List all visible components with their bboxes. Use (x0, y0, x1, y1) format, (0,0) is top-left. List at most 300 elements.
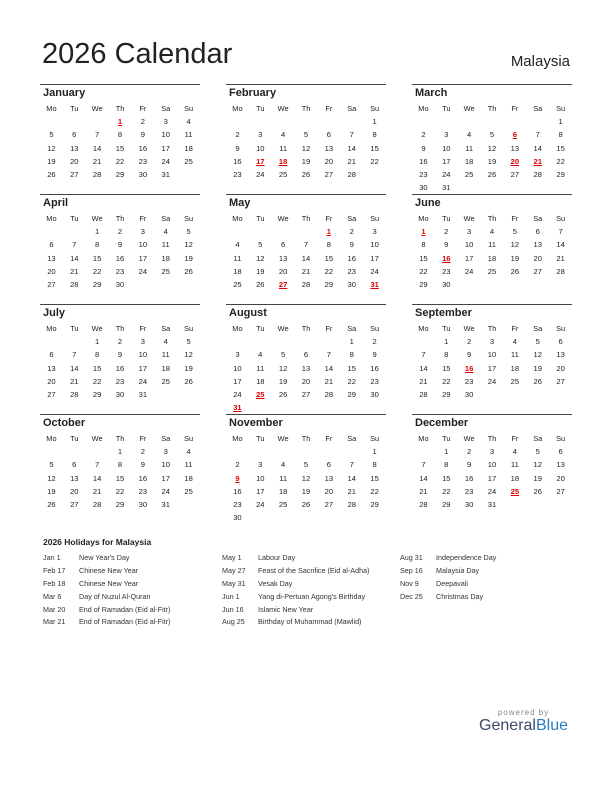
day-cell: 13 (47, 253, 56, 263)
day-cell: 17 (233, 376, 242, 386)
empty-day-cell (340, 115, 363, 128)
day-cell: 5 (535, 337, 540, 347)
day-cell: 10 (370, 240, 379, 250)
day-cell: 16 (115, 253, 125, 263)
day-cell: 21 (419, 486, 428, 496)
holiday-date: May 27 (222, 565, 246, 575)
holiday-name: End of Ramadan (Eid al-Fitr) (79, 617, 171, 627)
week-row (226, 485, 386, 498)
weekday-header (226, 432, 386, 445)
month-divider (226, 84, 386, 85)
day-cell: 19 (47, 156, 56, 166)
day-cell: 6 (49, 240, 54, 250)
empty-day-cell (549, 278, 572, 291)
day-cell: 24 (487, 376, 497, 386)
day-cell: 7 (349, 130, 354, 140)
day-cell: 29 (442, 499, 451, 509)
day-cell: 30 (138, 169, 148, 179)
day-cell: 1 (349, 337, 354, 347)
day-cell: 21 (92, 486, 102, 496)
month-grid (412, 432, 572, 511)
weekday-label: Fr (325, 214, 333, 223)
day-cell: 17 (442, 156, 451, 166)
day-cell: 6 (558, 337, 563, 347)
day-cell: 13 (70, 143, 79, 153)
brand-name-part2: Blue (535, 717, 568, 734)
week-row (226, 388, 386, 401)
day-cell: 4 (489, 227, 495, 237)
day-cell: 28 (556, 266, 565, 276)
day-cell: 18 (161, 253, 170, 263)
month-grid (226, 102, 386, 181)
day-cell: 25 (161, 266, 170, 276)
day-cell: 29 (324, 279, 334, 289)
empty-day-cell (503, 181, 526, 194)
week-row (412, 168, 572, 181)
weekday-label: Tu (256, 214, 265, 223)
week-row (40, 388, 200, 401)
week-row (40, 498, 200, 511)
weekday-label: We (91, 214, 103, 223)
day-cell: 16 (138, 473, 148, 483)
weekday-label: We (91, 434, 103, 443)
day-cell: 8 (444, 350, 449, 360)
day-cell: 12 (301, 143, 311, 153)
day-cell: 12 (184, 350, 193, 360)
day-cell: 24 (256, 169, 265, 179)
day-cell: 7 (349, 460, 354, 470)
day-cell: 29 (92, 389, 102, 399)
weekday-label: Th (115, 324, 125, 333)
weekday-label: Mo (46, 104, 57, 113)
holiday-date: Aug 31 (400, 553, 423, 562)
weekday-label: Mo (232, 104, 243, 113)
day-cell: 13 (533, 240, 542, 250)
month-divider (226, 304, 386, 305)
empty-day-cell (412, 115, 435, 128)
week-row (40, 225, 200, 238)
month-grid (226, 432, 386, 524)
day-cell: 8 (95, 240, 100, 250)
day-cell: 16 (347, 253, 356, 263)
holiday-day-cell: 16 (464, 363, 474, 373)
day-cell: 24 (487, 486, 497, 496)
day-cell: 3 (235, 350, 240, 360)
day-cell: 25 (510, 376, 520, 386)
weekday-label: Su (370, 434, 380, 443)
weekday-label: We (91, 324, 103, 333)
empty-day-cell (226, 445, 249, 458)
day-cell: 3 (258, 460, 263, 470)
day-cell: 3 (489, 337, 495, 347)
empty-day-cell (458, 115, 481, 128)
day-cell: 2 (467, 337, 472, 347)
day-cell: 28 (92, 499, 102, 509)
month-divider (412, 414, 572, 415)
month-grid (412, 322, 572, 401)
month-grid (226, 212, 386, 291)
day-cell: 24 (464, 266, 474, 276)
week-row (40, 445, 200, 458)
month-divider (40, 84, 200, 85)
empty-day-cell (226, 335, 249, 348)
holiday-column-2 (222, 552, 369, 629)
day-cell: 24 (138, 266, 148, 276)
holiday-day-cell: 9 (235, 473, 240, 483)
day-cell: 29 (92, 279, 102, 289)
week-row (412, 348, 572, 361)
day-cell: 13 (70, 473, 79, 483)
day-cell: 26 (184, 266, 193, 276)
weekday-label: Tu (70, 214, 79, 223)
empty-day-cell (503, 388, 526, 401)
day-cell: 7 (95, 460, 100, 470)
holiday-name: Christmas Day (436, 591, 484, 601)
weekday-label: Fr (139, 434, 147, 443)
day-cell: 20 (301, 376, 311, 386)
day-cell: 22 (92, 266, 102, 276)
day-cell: 27 (301, 389, 311, 399)
day-cell: 2 (140, 447, 145, 457)
holiday-day-cell: 27 (278, 279, 288, 289)
day-cell: 7 (558, 227, 563, 237)
day-cell: 8 (444, 460, 449, 470)
day-cell: 4 (235, 240, 240, 250)
empty-day-cell (272, 225, 295, 238)
day-cell: 23 (115, 266, 125, 276)
day-cell: 22 (419, 266, 428, 276)
day-cell: 9 (444, 240, 449, 250)
weekday-label: Th (115, 104, 125, 113)
day-cell: 11 (161, 240, 170, 250)
day-cell: 17 (138, 253, 148, 263)
day-cell: 7 (303, 240, 309, 250)
week-row (226, 278, 386, 291)
day-cell: 27 (47, 279, 56, 289)
holiday-list-item (400, 591, 496, 604)
holiday-list-item (43, 552, 170, 565)
month-divider (226, 414, 386, 415)
day-cell: 8 (372, 130, 377, 140)
day-cell: 20 (556, 473, 565, 483)
day-cell: 6 (326, 130, 331, 140)
day-cell: 1 (558, 117, 563, 127)
day-cell: 23 (442, 266, 451, 276)
weekday-header (40, 432, 200, 445)
day-cell: 6 (281, 240, 286, 250)
day-cell: 16 (138, 143, 148, 153)
day-cell: 26 (256, 279, 265, 289)
weekday-label: Fr (139, 104, 147, 113)
weekday-label: Sa (161, 434, 171, 443)
day-cell: 5 (303, 130, 309, 140)
weekday-header (40, 212, 200, 225)
day-cell: 17 (487, 363, 497, 373)
day-cell: 28 (70, 279, 79, 289)
day-cell: 1 (372, 447, 377, 457)
day-cell: 11 (184, 130, 193, 140)
holiday-date: Dec 25 (400, 591, 423, 601)
day-cell: 29 (370, 499, 379, 509)
weekday-label: Su (370, 214, 380, 223)
day-cell: 19 (47, 486, 56, 496)
weekday-label: Su (556, 104, 566, 113)
day-cell: 7 (421, 460, 426, 470)
day-cell: 11 (184, 460, 193, 470)
day-cell: 10 (161, 460, 170, 470)
weekday-label: Th (487, 214, 497, 223)
day-cell: 10 (256, 143, 265, 153)
day-cell: 9 (117, 240, 123, 250)
week-row (412, 115, 572, 128)
week-row (226, 511, 386, 524)
day-cell: 8 (95, 350, 100, 360)
weekday-label: Sa (533, 324, 543, 333)
brand-name (479, 717, 568, 735)
day-cell: 12 (533, 460, 542, 470)
day-cell: 3 (258, 130, 263, 140)
week-row (40, 278, 200, 291)
weekday-label: Fr (325, 434, 333, 443)
day-cell: 22 (442, 376, 451, 386)
day-cell: 12 (256, 253, 265, 263)
weekday-header (412, 212, 572, 225)
weekday-label: We (277, 214, 289, 223)
weekday-label: Fr (325, 104, 333, 113)
day-cell: 9 (117, 350, 123, 360)
weekday-label: Th (487, 434, 497, 443)
weekday-label: Th (301, 434, 311, 443)
day-cell: 21 (347, 486, 356, 496)
day-cell: 15 (442, 473, 451, 483)
empty-day-cell (549, 181, 572, 194)
day-cell: 15 (324, 253, 334, 263)
day-cell: 10 (138, 350, 148, 360)
empty-day-cell (272, 511, 295, 524)
weekday-label: Tu (70, 104, 79, 113)
day-cell: 21 (419, 376, 428, 386)
day-cell: 9 (140, 130, 145, 140)
week-row (40, 128, 200, 141)
day-cell: 14 (347, 143, 356, 153)
month-grid (40, 322, 200, 401)
weekday-header (412, 432, 572, 445)
day-cell: 30 (464, 499, 474, 509)
week-row (40, 115, 200, 128)
weekday-label: We (463, 104, 475, 113)
holiday-list-item (222, 604, 369, 617)
holiday-name: Deepavali (436, 578, 468, 588)
day-cell: 24 (138, 376, 148, 386)
day-cell: 26 (487, 169, 497, 179)
day-cell: 4 (512, 447, 517, 457)
empty-day-cell (295, 115, 318, 128)
day-cell: 18 (510, 473, 520, 483)
holiday-day-cell: 25 (256, 389, 265, 399)
weekday-label: Th (301, 104, 311, 113)
day-cell: 22 (347, 376, 356, 386)
holiday-date: Aug 25 (222, 617, 245, 627)
day-cell: 22 (115, 486, 125, 496)
holiday-name: Yang di-Pertuan Agong's Birthday (258, 591, 366, 601)
holiday-date: May 31 (222, 578, 246, 588)
day-cell: 7 (95, 130, 100, 140)
day-cell: 10 (233, 363, 242, 373)
week-row (40, 472, 200, 485)
day-cell: 17 (161, 143, 170, 153)
day-cell: 24 (256, 499, 265, 509)
weekday-label: Fr (139, 214, 147, 223)
empty-day-cell (249, 115, 272, 128)
day-cell: 22 (442, 486, 451, 496)
week-row (226, 238, 386, 251)
day-cell: 23 (464, 486, 474, 496)
day-cell: 12 (278, 363, 288, 373)
day-cell: 27 (556, 486, 565, 496)
day-cell: 24 (233, 389, 242, 399)
empty-day-cell (272, 445, 295, 458)
holiday-list-item (400, 578, 496, 591)
day-cell: 22 (324, 266, 334, 276)
day-cell: 8 (117, 460, 123, 470)
day-cell: 10 (161, 130, 170, 140)
day-cell: 6 (72, 460, 77, 470)
weekday-header (226, 102, 386, 115)
week-row (412, 388, 572, 401)
week-row (226, 265, 386, 278)
day-cell: 9 (140, 460, 145, 470)
day-cell: 20 (556, 363, 565, 373)
weekday-header (226, 322, 386, 335)
empty-day-cell (317, 445, 340, 458)
weekday-label: Sa (161, 214, 171, 223)
day-cell: 2 (421, 130, 426, 140)
day-cell: 18 (233, 266, 242, 276)
week-row (412, 128, 572, 141)
day-cell: 5 (281, 350, 286, 360)
day-cell: 10 (138, 240, 148, 250)
day-cell: 15 (115, 143, 125, 153)
week-row (226, 225, 386, 238)
day-cell: 25 (184, 156, 193, 166)
day-cell: 17 (256, 486, 265, 496)
day-cell: 10 (256, 473, 265, 483)
day-cell: 4 (467, 130, 472, 140)
weekday-header (412, 102, 572, 115)
empty-day-cell (63, 115, 86, 128)
day-cell: 19 (278, 376, 288, 386)
month-divider (40, 414, 200, 415)
day-cell: 12 (510, 240, 520, 250)
day-cell: 13 (556, 460, 565, 470)
week-row (412, 498, 572, 511)
empty-day-cell (317, 335, 340, 348)
week-row (412, 445, 572, 458)
holiday-name: Birthday of Muhammad (Mawlid) (258, 617, 362, 627)
empty-day-cell (295, 225, 318, 238)
holiday-list-item (43, 578, 170, 591)
day-cell: 3 (372, 227, 377, 237)
holiday-list-item (43, 565, 170, 578)
day-cell: 16 (370, 363, 379, 373)
weekday-label: Th (301, 324, 311, 333)
day-cell: 2 (235, 130, 240, 140)
empty-day-cell (226, 115, 249, 128)
day-cell: 13 (47, 363, 56, 373)
holiday-day-cell: 20 (510, 156, 520, 166)
week-row (40, 168, 200, 181)
empty-day-cell (340, 401, 363, 414)
day-cell: 25 (233, 279, 242, 289)
weekday-label: Su (556, 214, 566, 223)
empty-day-cell (249, 401, 272, 414)
day-cell: 12 (533, 350, 542, 360)
day-cell: 11 (465, 143, 474, 153)
day-cell: 13 (324, 473, 334, 483)
holiday-name: Malaysia Day (436, 565, 480, 575)
day-cell: 27 (47, 389, 56, 399)
week-row (40, 142, 200, 155)
day-cell: 19 (301, 486, 311, 496)
holiday-list-item (43, 616, 170, 629)
day-cell: 27 (324, 499, 334, 509)
month-grid (40, 102, 200, 181)
day-cell: 14 (533, 143, 542, 153)
weekday-label: We (91, 104, 103, 113)
weekday-label: Su (370, 104, 380, 113)
day-cell: 16 (233, 486, 242, 496)
empty-day-cell (458, 181, 481, 194)
weekday-label: Sa (533, 214, 543, 223)
day-cell: 4 (281, 130, 286, 140)
day-cell: 5 (258, 240, 263, 250)
empty-day-cell (177, 168, 200, 181)
month-divider (412, 194, 572, 195)
country-label: Malaysia (510, 53, 570, 70)
empty-day-cell (272, 401, 295, 414)
day-cell: 26 (301, 169, 311, 179)
day-cell: 17 (138, 363, 148, 373)
day-cell: 11 (279, 473, 288, 483)
day-cell: 2 (444, 227, 449, 237)
holiday-list-item (43, 591, 170, 604)
holiday-name: Vesak Day (258, 578, 293, 588)
empty-day-cell (412, 445, 435, 458)
month-name: September (415, 307, 472, 319)
month-grid (412, 102, 572, 194)
brand-name-part1: General (479, 717, 536, 734)
holiday-date: Nov 9 (400, 578, 419, 588)
weekday-label: Th (301, 214, 311, 223)
day-cell: 5 (49, 460, 54, 470)
page-title: 2026 Calendar (42, 38, 233, 70)
week-row (412, 335, 572, 348)
day-cell: 18 (278, 486, 288, 496)
holiday-list-item (222, 552, 369, 565)
weekday-label: Sa (347, 104, 357, 113)
day-cell: 23 (138, 486, 148, 496)
weekday-label: Fr (139, 324, 147, 333)
day-cell: 6 (303, 350, 309, 360)
day-cell: 23 (419, 169, 428, 179)
day-cell: 26 (533, 376, 542, 386)
week-row (412, 181, 572, 194)
month-grid (40, 212, 200, 291)
month-name: July (43, 307, 66, 319)
day-cell: 8 (117, 130, 123, 140)
day-cell: 24 (161, 156, 170, 166)
empty-day-cell (272, 335, 295, 348)
